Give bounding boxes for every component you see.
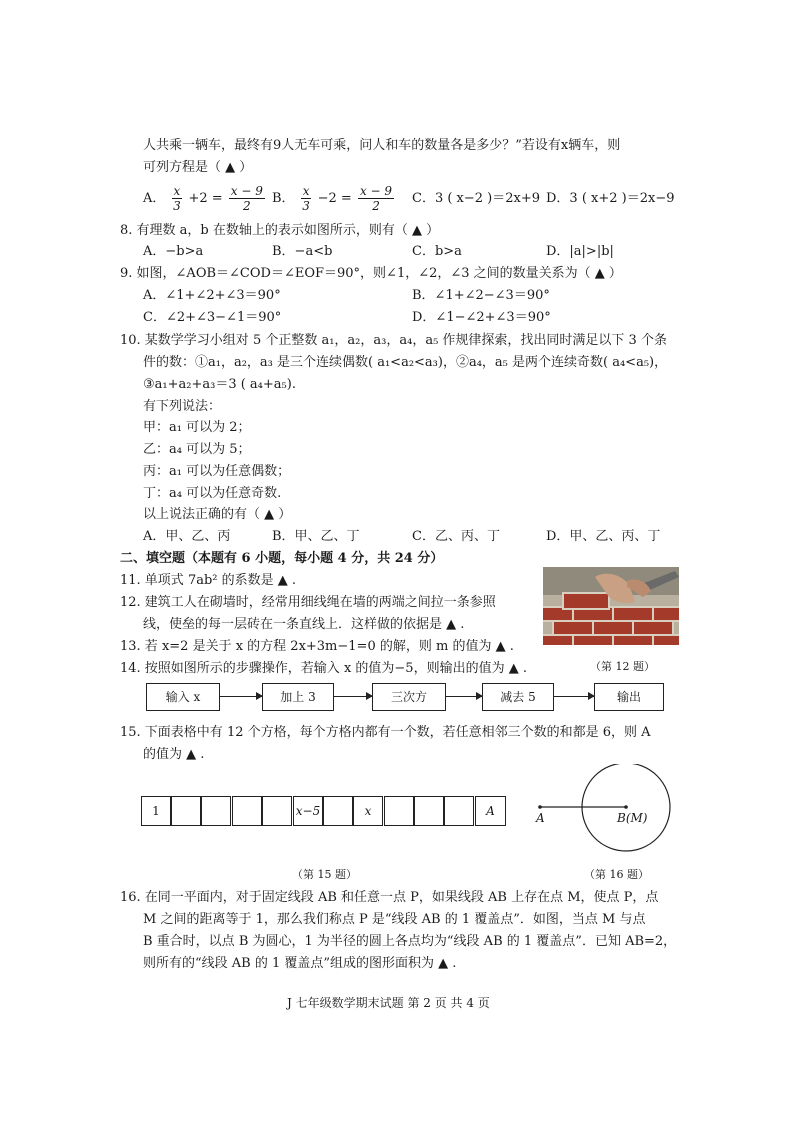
q14-stem: 14. 按照如图所示的步骤操作，若输入 x 的值为−5，则输出的值为 ▲ . [120, 661, 527, 676]
q8-option-d: D．|a|>|b| [546, 244, 614, 259]
grid-cell [414, 796, 444, 826]
q10-option-d: D．甲、乙、丙、丁 [546, 529, 661, 544]
section-title: 二、填空题（本题有 6 小题，每小题 4 分，共 24 分） [120, 551, 444, 566]
grid-cell [171, 796, 201, 826]
q10-option-b: B．甲、乙、丁 [272, 529, 360, 544]
q9-option-b: B．∠1+∠2−∠3＝90° [412, 288, 550, 303]
bricklaying-photo [543, 567, 679, 645]
q9-stem: 9. 如图，∠AOB＝∠COD＝∠EOF＝90°，则∠1，∠2，∠3 之间的数量关系为（ ▲ ） [120, 266, 622, 281]
q7-line2: 可列方程是（ ▲ ） [143, 160, 253, 175]
grid-cell [232, 796, 262, 826]
flow-arrow [446, 696, 482, 697]
q10-option-a: A．甲、乙、丙 [143, 529, 231, 544]
q10-line9: 以上说法正确的有（ ▲ ） [143, 507, 292, 522]
q12-line2: 线，使垒的每一层砖在一条直线上．这样做的依据是 ▲ . [143, 617, 465, 632]
q10-line4: 有下列说法： [143, 399, 222, 414]
grid-cell: 1 [141, 796, 171, 826]
grid-cell [444, 796, 474, 826]
q11: 11. 单项式 7ab² 的系数是 ▲ . [120, 573, 297, 588]
q9-option-d: D．∠1−∠2+∠3＝90° [412, 310, 551, 325]
q15-caption: （第 15 题） [292, 868, 357, 881]
q15-line2: 的值为 ▲ . [143, 747, 205, 762]
q9-option-c: C．∠2+∠3−∠1＝90° [143, 310, 282, 325]
flow-subtract-5: 减去 5 [482, 683, 554, 711]
grid-cell [384, 796, 414, 826]
q16-line4: 则所有的“线段 AB 的 1 覆盖点”组成的图形面积为 ▲ . [143, 956, 457, 971]
q10-statement-bing: 丙：a₁ 可以为任意偶数； [143, 464, 291, 479]
flow-arrow [220, 696, 262, 697]
q12-line1: 12. 建筑工人在砌墙时，经常用细线绳在墙的两端之间拉一条参照 [120, 595, 496, 610]
q8-stem: 8. 有理数 a，b 在数轴上的表示如图所示，则有（ ▲ ） [120, 223, 440, 238]
q10-option-c: C．乙、丙、丁 [412, 529, 500, 544]
q8-option-b: B．−a<b [272, 244, 333, 259]
flow-arrow [334, 696, 372, 697]
grid-cell: x [353, 796, 383, 826]
grid-cell: x−5 [293, 796, 323, 826]
q9-option-a: A．∠1+∠2+∠3＝90° [143, 288, 281, 303]
grid-cell [262, 796, 292, 826]
label-b-m: B(M) [617, 811, 648, 825]
q7-line1: 人共乘一辆车，最终有9人无车可乘，问人和车的数量各是多少？”若设有x辆车，则 [143, 138, 621, 153]
circle-figure [530, 764, 680, 864]
flow-add-3: 加上 3 [262, 683, 334, 711]
q10-statement-jia: 甲：a₁ 可以为 2； [143, 420, 251, 435]
q7-option-d: D．3 ( x+2 )＝2x−9 [546, 191, 675, 206]
q10-line2: 件的数：①a₁，a₂，a₃ 是三个连续偶数( a₁<a₂<a₃)，②a₄，a₅ 是两个连续奇数( a₄<a₅)， [143, 355, 668, 370]
q10-statement-ding: 丁：a₄ 可以为任意奇数. [143, 486, 282, 501]
page-footer: J 七年级数学期末试题 第 2 页 共 4 页 [287, 996, 490, 1010]
label-a: A [536, 811, 545, 825]
q7-option-a: A． $\frac{x}{3}$ +2 = $\frac{x - 9}{2}$ [143, 184, 263, 213]
q7-option-b: B． $\frac{x}{3}$ −2 = $\frac{x - 9}{2}$ [272, 184, 393, 213]
q8-option-c: C．b>a [412, 244, 462, 259]
grid-cell [201, 796, 231, 826]
q7-option-c: C．3 ( x−2 )＝2x+9 [412, 191, 541, 206]
q10-statement-yi: 乙：a₄ 可以为 5； [143, 442, 251, 457]
flow-arrow [554, 696, 594, 697]
flow-input: 输入 x [146, 683, 220, 711]
q16-caption: （第 16 题） [584, 868, 649, 881]
q16-line2: M 之间的距离等于 1，那么我们称点 P 是“线段 AB 的 1 覆盖点”．如图，当点 M 与点 [143, 912, 646, 927]
flow-output: 输出 [594, 683, 664, 711]
grid-cell: A [475, 796, 506, 826]
point-b [624, 805, 628, 809]
q8-option-a: A．−b>a [143, 244, 204, 259]
q10-line3: ③a₁+a₂+a₃＝3 ( a₄+a₅). [143, 377, 296, 392]
flow-cube: 三次方 [372, 683, 446, 711]
point-a [538, 805, 542, 809]
q16-line3: B 重合时，以点 B 为圆心，1 为半径的圆上各点均为“线段 AB 的 1 覆盖点”．已知 AB=2， [143, 934, 677, 949]
q13: 13. 若 x=2 是关于 x 的方程 2x+3m−1=0 的解，则 m 的值为 ▲ . [120, 639, 514, 654]
q10-line1: 10. 某数学学习小组对 5 个正整数 a₁，a₂，a₃，a₄，a₅ 作规律探索，找出同时满足以下 3 个条 [120, 333, 667, 348]
q12-caption: （第 12 题） [590, 660, 655, 673]
q16-line1: 16. 在同一平面内，对于固定线段 AB 和任意一点 P，如果线段 AB 上存在点 M，使点 P，点 [120, 890, 659, 905]
grid-cell [323, 796, 353, 826]
q15-line1: 15. 下面表格中有 12 个方格，每个方格内都有一个数，若任意相邻三个数的和都是 6，则 A [120, 725, 651, 740]
